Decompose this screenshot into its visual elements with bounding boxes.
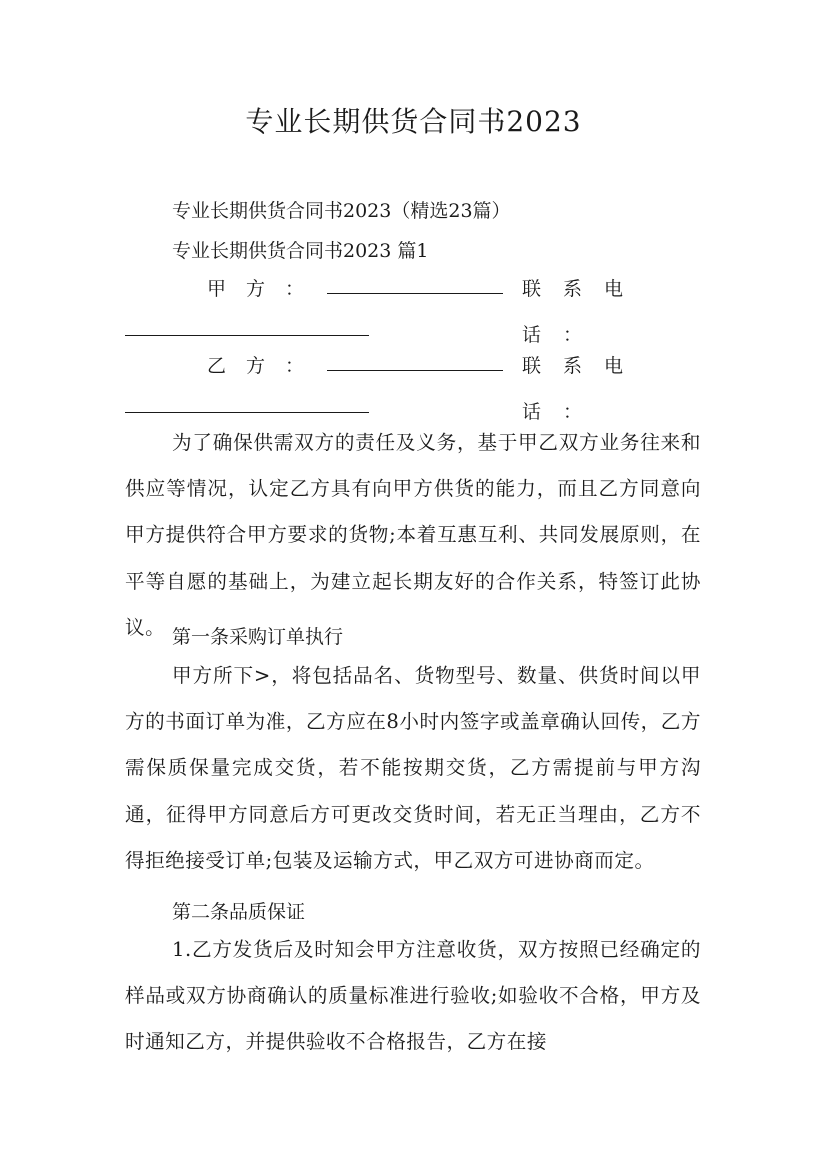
article1-heading: 第一条采购订单执行: [172, 626, 344, 648]
article2-body: 1.乙方发货后及时知会甲方注意收货，双方按照已经确定的样品或双方协商确认的质量标准进行验收;如验收不合格，甲方及时通知乙方，并提供验收不合格报告，乙方在接: [125, 938, 701, 1054]
party-a-name-blank: [327, 293, 503, 294]
party-a-phone-blank: [125, 335, 369, 336]
party-a-label: 甲方：: [207, 278, 325, 300]
party-a-row: [125, 266, 701, 346]
intro-paragraph: 为了确保供需双方的责任及义务，基于甲乙双方业务往来和供应等情况，认定乙方具有向甲方供货的能力，而且乙方同意向甲方提供符合甲方要求的货物;本着互惠互利、共同发展原则，在平等自愿的基础上，为建立起长期友好的合作关系，特签订此协议。: [125, 431, 701, 639]
article1-body: 甲方所下>，将包括品名、货物型号、数量、供货时间以甲方的书面订单为准，乙方应在8小时内签字或盖章确认回传，乙方需保质保量完成交货，若不能按期交货，乙方需提前与甲方沟通，征得甲方同意后方可更改交货时间，若无正当理由，乙方不得拒绝接受订单;包装及运输方式，甲乙双方可进协商而定。: [125, 664, 701, 872]
party-b-row: [125, 343, 701, 423]
party-b-label: 乙方：: [207, 355, 325, 377]
party-a-phone-label: 联系电话：: [522, 278, 646, 346]
party-b-phone-blank: [125, 412, 369, 413]
document-subtitle: 专业长期供货合同书2023（精选23篇）: [172, 200, 511, 222]
section-heading: 专业长期供货合同书2023 篇1: [172, 240, 429, 262]
party-b-phone-label: 联系电话：: [522, 355, 646, 423]
article2-heading: 第二条品质保证: [172, 901, 306, 923]
document-title: 专业长期供货合同书2023: [245, 105, 582, 138]
party-b-name-blank: [327, 370, 503, 371]
